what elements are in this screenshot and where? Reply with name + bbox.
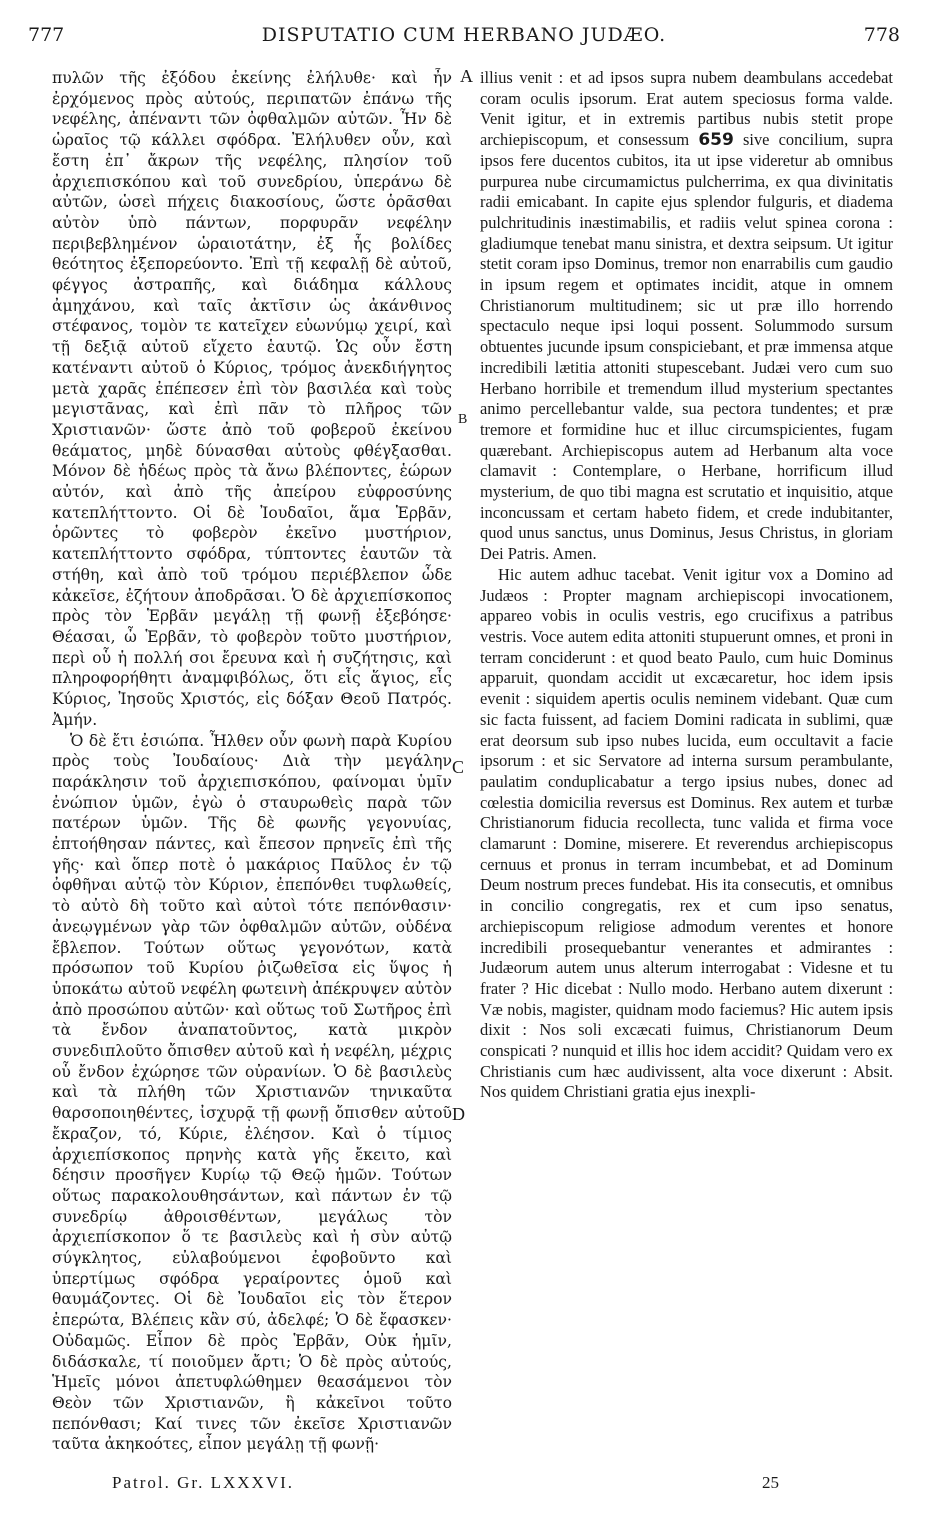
margin-marker-b: B	[458, 412, 468, 427]
page-number-right: 778	[863, 24, 900, 46]
margin-marker-c: C	[452, 757, 465, 777]
running-header	[28, 14, 900, 54]
column-number-badge: 659	[698, 130, 734, 151]
margin-marker-a: A	[460, 66, 473, 86]
page-number-left: 777	[28, 24, 65, 46]
footer-source: Patrol. Gr. LXXXVI.	[112, 1473, 295, 1492]
latin-paragraph-1-rest: sive concilium, supra ipsos fere ducentos cubitos, ita ut ipse videretur ab omnibus purpurea nube circumamictus pulcherrima, ex qua divinitatis radii emicabant. In capite ejus splendor fulguris, et diadema pulchritudinis inæstimabilis, et radiis velut spinea corona : gladiumque tenebat manu sinistra, et dextra seipsum. Ut igitur stetit coram ipso Dominus, tremor non enarrabilis cum gaudio in ipsum regem et optimates incidit, atque in omnem Christianorum multitudinem; sic ut præ illo horrendo spectaculo neque ipsi loqui possent. Solummodo sursum obtuentes jucunde ipsum conspiciebant, et præ immensa atque incredibili lætitia attoniti stupescebant. Judæi vero cum suo Herbano horribile et tremendum illud mysterium spectantes animo percellebantur valde, sua pectora tundentes; et præ tremore et formidine huc et illuc circumspicientes, fugam quærebant. Archiepiscopus autem ad Herbanum alta voce clamavit : Contemplare, o Herbane, horrificum illud mysterium, de quo tibi magna est scrutatio et inquisitio, atque inconcussam et certam habeto fidem, et crede indubitanter, quod unus sanctus, unus Dominus, Jesus Christus, in gloriam Dei Patris. Amen.	[480, 130, 893, 564]
latin-paragraph-2: Hic autem adhuc tacebat. Venit igitur vox a Domino ad Judæos : Propter magnam archiepiscopi invocationem, appareo vobis in oculis vestris, ego crucifixus a patribus vestris. Voce autem edita attoniti stupuerunt omnes, et proni in terram conciderunt : et quod beato Paulo, cum huic Dominus apparuit, quondam accidit ut excæcaretur, hoc idem ipsis evenit : siquidem apertis oculis neminem videbant. Quæ cum sic facta fuissent, ad faciem Domini radicata in sublimi, quæ erat deorsum sub ipso nubes lucida, eum occultavit a facie ipsorum : et sic Servatore ad interna sursum perambulante, paulatim conduplicabatur a tergo ipsius nubes, donec ad cœlestia domicilia reversus est Dominus. Rex autem et turbæ Christianorum fiducia recollecta, tunc valida et firma voce clamarunt : Domine, miserere. Et reverendus archiepiscopus cernuus et pronus in terram incumbebat, et ad Dominum Deum nostrum preces fundebat. His ita consecutis, et omnibus in concilio congregatis, rex et cum ipso senatus, archiepiscopum religiose admodum verentes et honore incredibili prosequebantur venerantes et admirantes : Judæorum autem unus alterum interrogabat : Videsne et tu frater ? Hic dicebat : Nullo modo. Herbano autem dixerunt : Væ nobis, magister, quidnam modo faciemus? Hic autem ipsis dixit : Nos soli excæcati fuimus, Christianorum Deum conspicati ? nunquid et illis hoc idem accidit? Quidam vero ex Christianis cum hæc audivissent, alta voce dixerunt : Absit. Nos quidem Christiani gratia ejus inexpli-	[480, 564, 893, 1102]
latin-paragraph-1-start: illius venit : et ad ipsos supra nubem deambulans accedebat coram oculis ipsorum. Erat autem speciosus forma valde. Venit igitur, et in extremis partibus nubis stetit prope archiepiscopum, et consessum	[480, 68, 893, 150]
margin-marker-d: D	[452, 1104, 465, 1124]
footer-signature: 25	[762, 1473, 779, 1492]
greek-paragraph-1: πυλῶν τῆς ἐξόδου ἐκείνης ἐλήλυθε· καὶ ἦν ἐρχόμενος πρὸς αὐτούς, περιπατῶν ἐπάνω τῆς νεφέλης, ἀπέναντι τῶν ὀφθαλμῶν αὐτῶν. Ἦν δὲ ὡραῖος τῷ κάλλει σφόδρα. Ἐλήλυθεν οὖν, καὶ ἔστη ἐπ᾽ ἄκρων τῆς νεφέλης, πλησίον τοῦ ἀρχιεπισκόπου καὶ τοῦ συνεδρίου, ὑπεράνω δὲ αὐτῶν, ὡσεὶ πήχεις διακοσίους, ὥστε ὁρᾶσθαι αὐτὸν ὑπὸ πάντων, πορφυρᾶν νεφέλην περιβεβλημένον ὡραιοτάτην, ἐξ ἧς βολίδες θεότητος ἐξεπορεύοντο. Ἐπὶ τῇ κεφαλῇ δὲ αὐτοῦ, φέγγος ἀστραπῆς, καὶ διάδημα κάλλους ἀμηχάνου, καὶ ταῖς ἀκτῖσιν ὡς ἀκάνθινος στέφανος, τομὸν τε κατεῖχεν εὐωνύμῳ χειρί, καὶ τῇ δεξιᾷ αὐτοῦ εἴχετο ἑαυτῷ. Ὡς οὖν ἔστη κατέναντι αὐτοῦ ὁ Κύριος, τρόμος ἀνεκδιήγητος μετὰ χαρᾶς ἐπέπεσεν ἐπὶ τὸν βασιλέα καὶ τοὺς μεγιστᾶνας, καὶ ἐπὶ πᾶν τὸ πλῆρος τῶν Χριστιανῶν· ὥστε ἀπὸ τοῦ φοβεροῦ ἐκείνου θεάματος, μηδὲ δύνασθαι αὐτοὺς φθέγξασθαι. Μόνον δὲ ἡδέως πρὸς τὰ ἄνω βλέποντες, ἑώρων αὐτόν, καὶ ἀπὸ τῆς ἀπείρου εὐφροσύνης κατεπλήττοντο. Οἱ δὲ Ἰουδαῖοι, ἅμα Ἑρβᾶν, ὁρῶντες τὸ φοβερὸν ἐκεῖνο μυστήριον, κατεπλήττοντο σφόδρα, τύπτοντες ἑαυτῶν τὰ στήθη, καὶ ἀπὸ τοῦ τρόμου περιέβλεπον ὧδε κἀκεῖσε, ἐζήτουν ἀποδρᾶσαι. Ὁ δὲ ἀρχιεπίσκοπος πρὸς τὸν Ἑρβᾶν μεγάλῃ τῇ φωνῇ ἐξεβόησε· Θέασαι, ὦ Ἑρβᾶν, τὸ φοβερὸν τοῦτο μυστήριον, περὶ οὗ ἡ πολλή σοι ἔρευνα καὶ ἡ συζήτησις, καὶ πληροφορήθητι ἀναμφιβόλως, ὅτι εἷς ἅγιος, εἷς Κύριος, Ἰησοῦς Χριστός, εἰς δόξαν Θεοῦ Πατρός. Ἀμήν.	[52, 69, 452, 729]
greek-paragraph-2: Ὁ δὲ ἔτι ἐσιώπα. Ἦλθεν οὖν φωνὴ παρὰ Κυρίου πρὸς τοὺς Ἰουδαίους· Διὰ τὴν μεγάλην παράκλησιν τοῦ ἀρχιεπισκόπου, φαίνομαι ὑμῖν ἐνώπιον ὑμῶν, ἐγὼ ὁ σταυρωθεὶς παρὰ τῶν πατέρων ὑμῶν. Τῆς δὲ φωνῆς γεγονυίας, ἐπτοήθησαν πάντες, καὶ ἔπεσον πρηνεῖς ἐπὶ τῆς γῆς· καὶ ὅπερ ποτὲ ὁ μακάριος Παῦλος ἐν τῷ ὀφθῆναι αὐτῷ τὸν Κύριον, ἐπεπόνθει τυφλωθείς, τὸ αὐτὸ δὴ τοῦτο καὶ αὐτοὶ τότε πεπόνθασιν· ἀνεῳγμένων γὰρ τῶν ὀφθαλμῶν αὐτῶν, οὐδένα ἔβλεπον. Τούτων οὕτως γεγονότων, κατὰ πρόσωπον τοῦ Κυρίου ῥιζωθεῖσα εἰς ὕψος ἡ ὑποκάτω αὐτοῦ νεφέλη φωτεινὴ ἀπέκρυψεν αὐτὸν ἀπὸ προσώπου αὐτῶν· καὶ οὕτως τοῦ Σωτῆρος ἐπὶ τὰ ἔνδον ἀναπατοῦντος, κατὰ μικρὸν συνεδιπλοῦτο ὄπισθεν αὐτοῦ καὶ ἡ νεφέλη, μέχρις οὗ ἔνδον ἐχώρησε τῶν οὐρανίων. Ὁ δὲ βασιλεὺς καὶ τὰ πλήθη τῶν Χριστιανῶν τηνικαῦτα θαρσοποιηθέντες, ἰσχυρᾷ τῇ φωνῇ ὄπισθεν αὐτοῦ ἔκραζον, τό, Κύριε, ἐλέησον. Καὶ ὁ τίμιος ἀρχιεπίσκοπος πρηνὴς κατὰ γῆς ἔκειτο, καὶ δέησιν προσῆγεν Κυρίῳ τῷ Θεῷ ἡμῶν. Τούτων οὕτως παρακολουθησάντων, καὶ πάντων ἐν τῷ συνεδρίῳ ἀθροισθέντων, μεγάλως τὸν ἀρχιεπίσκοπον ὅ τε βασιλεὺς καὶ ἡ σὺν αὐτῷ σύγκλητος, εὐλαβούμενοι ἐφοβοῦντο καὶ ὑπερτίμως σφόδρα γεραίροντες ὁμοῦ καὶ θαυμάζοντες. Οἱ δὲ Ἰουδαῖοι εἰς τὸν ἕτερον ἐπερώτα, Βλέπεις κἂν σύ, ἀδελφέ; Ὁ δὲ ἔφασκεν· Οὐδαμῶς. Εἶπον δὲ πρὸς Ἑρβᾶν, Οὐκ ἡμῖν, διδάσκαλε, τί ποιοῦμεν ἄρτι; Ὁ δὲ πρὸς αὐτούς, Ἡμεῖς μόνοι ἀπετυφλώθημεν θεασάμενοι τὸν Θεὸν τῶν Χριστιανῶν, ἢ κἀκεῖνοι τοῦτο πεπόνθασι; Καί τινες τῶν ἐκεῖσε Χριστιανῶν ταῦτα ἀκηκοότες, εἶπον μεγάλῃ τῇ φωνῇ·	[52, 731, 452, 1454]
latin-column	[480, 68, 893, 1470]
latin-paragraph-1	[480, 68, 893, 565]
greek-column	[52, 68, 452, 1470]
running-title: DISPUTATIO CUM HERBANO JUDÆO.	[261, 24, 667, 46]
